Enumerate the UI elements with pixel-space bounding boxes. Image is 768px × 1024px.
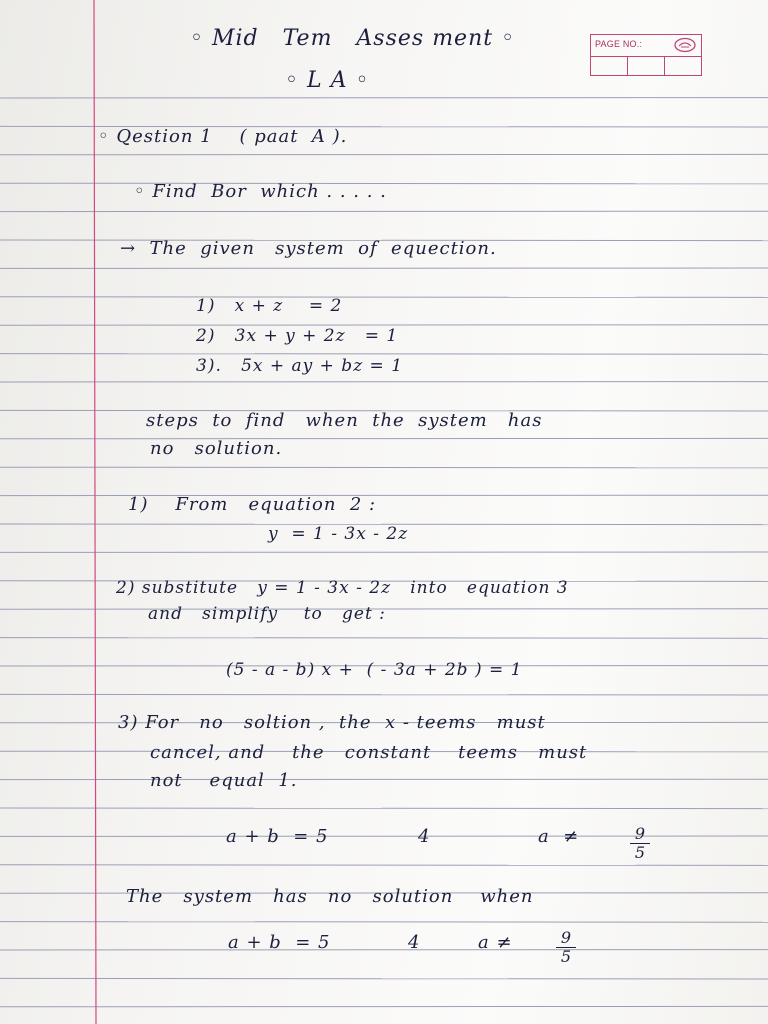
ruled-line xyxy=(0,808,768,809)
page-number-cell xyxy=(628,57,665,75)
conclusion-line: The system has no solution when xyxy=(126,886,534,907)
ruled-line xyxy=(0,354,768,355)
page-number-cell xyxy=(591,57,628,75)
condition-1-fraction-numerator: 9 xyxy=(634,824,646,843)
condition-1-right: a ≠ xyxy=(538,826,580,847)
margin-line xyxy=(94,0,96,1024)
step-1-label: 1) From equation 2 : xyxy=(128,494,377,515)
ruled-line xyxy=(0,694,768,695)
condition-2-fraction xyxy=(556,930,576,965)
ruled-line xyxy=(0,978,768,979)
page-number-box xyxy=(590,34,702,76)
step-3-line-1: 3) For no soltion , the x - teems must xyxy=(118,712,546,733)
page-number-cells xyxy=(591,56,701,75)
equation-1: 1) x + z = 2 xyxy=(196,296,343,316)
page-number-cell xyxy=(665,57,701,75)
notebook-brand-icon xyxy=(673,37,697,53)
condition-1-fraction-denominator: 5 xyxy=(634,843,646,862)
question-prompt: ◦ Find Bor which . . . . . xyxy=(134,181,387,202)
step-3-line-3: not equal 1. xyxy=(150,770,298,791)
condition-2-fraction-denominator: 5 xyxy=(560,947,572,966)
condition-2-fraction-numerator: 9 xyxy=(560,928,572,947)
ruled-line xyxy=(0,467,768,468)
step-1-result: y = 1 - 3x - 2z xyxy=(268,524,409,544)
question-intro: → The given system of equection. xyxy=(120,238,497,259)
condition-1-left: a + b = 5 xyxy=(226,826,329,847)
heading-subject: ◦ L A ◦ xyxy=(285,68,370,93)
heading-title: ◦ Mid Tem Asses ment ◦ xyxy=(190,26,516,51)
ruled-line xyxy=(0,297,768,298)
step-3-line-2: cancel, and the constant teems must xyxy=(150,742,588,763)
step-2-line-2: and simplify to get : xyxy=(148,604,386,624)
equation-3: 3). 5x + ay + bz = 1 xyxy=(196,356,404,376)
steps-intro-line-2: no solution. xyxy=(150,438,283,459)
step-2-result: (5 - a - b) x + ( - 3a + 2b ) = 1 xyxy=(226,660,523,680)
ruled-line xyxy=(0,922,768,923)
ruled-line xyxy=(0,638,768,639)
condition-1-fraction xyxy=(630,826,650,861)
condition-2-left: a + b = 5 xyxy=(228,932,331,953)
ruled-line xyxy=(0,865,768,866)
question-heading: ◦ Qestion 1 ( paat A ). xyxy=(98,126,348,147)
page-number-label: PAGE NO.: xyxy=(595,39,643,49)
condition-2-right: a ≠ xyxy=(478,932,513,953)
step-2-line-1: 2) substitute y = 1 - 3x - 2z into equation 3 xyxy=(116,578,569,598)
steps-intro-line-1: steps to find when the system has xyxy=(146,410,543,431)
equation-2: 2) 3x + y + 2z = 1 xyxy=(196,326,399,346)
condition-1-connector: 4 xyxy=(418,826,431,847)
condition-2-connector: 4 xyxy=(408,932,421,953)
